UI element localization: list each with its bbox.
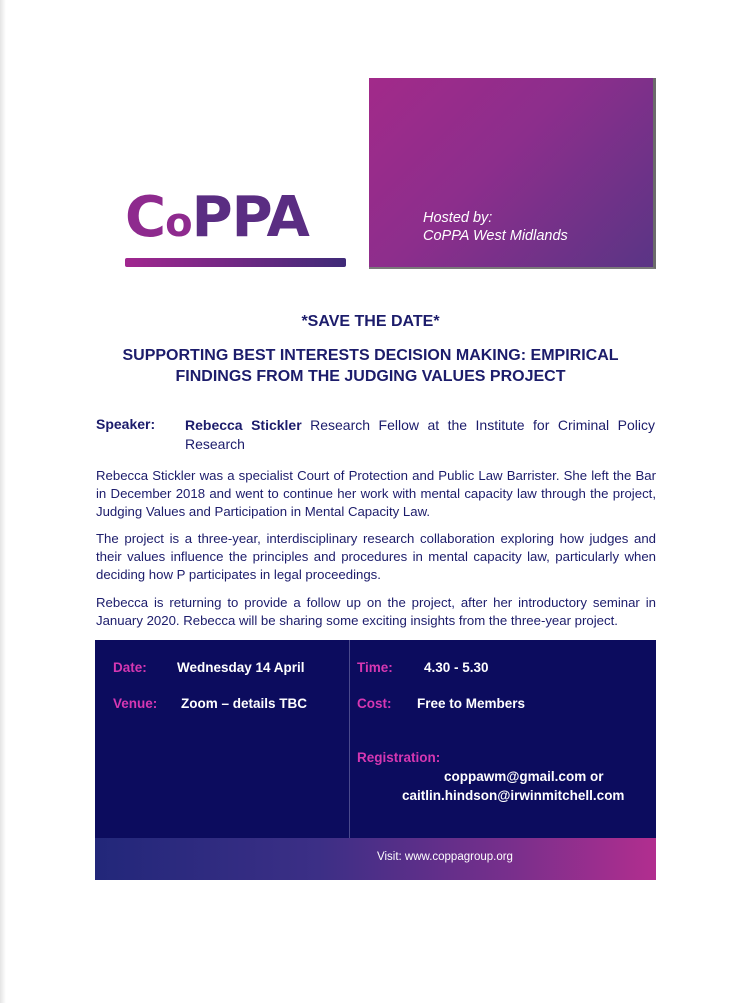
- speaker-info: [185, 416, 655, 454]
- project-paragraph: The project is a three-year, interdisciplinary research collaboration exploring how judges and their values influence the principles and procedures in mental capacity law, particularly when deciding how P participates in legal proceedings.: [96, 531, 656, 582]
- speaker-role: Research Fellow at the Institute for Criminal Policy Research: [185, 417, 655, 452]
- seminar-paragraph: Rebecca is returning to provide a follow up on the project, after her introductory seminar in January 2020. Rebecca will be sharing some exciting insights from the three-year project.: [96, 595, 656, 628]
- event-title-line1: SUPPORTING BEST INTERESTS DECISION MAKING: EMPIRICAL: [122, 347, 619, 364]
- save-the-date-heading: *SAVE THE DATE*: [301, 313, 440, 330]
- speaker-name: Rebecca Stickler: [185, 417, 302, 433]
- time-label: Time:: [357, 660, 393, 675]
- logo-wordmark: CoPPA: [125, 185, 309, 250]
- hosted-by-label: Hosted by:: [423, 210, 493, 226]
- speaker-label: Speaker:: [96, 416, 156, 432]
- host-name: CoPPA West Midlands: [423, 228, 568, 244]
- page-edge-shadow: [0, 0, 6, 1003]
- host-banner: [369, 78, 656, 269]
- registration-email-2[interactable]: caitlin.hindson@irwinmitchell.com: [402, 788, 625, 803]
- cost-label: Cost:: [357, 696, 392, 711]
- venue-value: Zoom – details TBC: [181, 696, 308, 711]
- website-link[interactable]: Visit: www.coppagroup.org: [377, 851, 513, 863]
- time-value: 4.30 - 5.30: [424, 660, 489, 675]
- cost-value: Free to Members: [417, 696, 526, 711]
- date-label: Date:: [113, 660, 147, 675]
- bio-paragraph: Rebecca Stickler was a specialist Court of Protection and Public Law Barrister. She left the Bar in December 2018 and went to continue her work with mental capacity law through the project, Judging Values and Participation in Mental Capacity Law.: [96, 468, 656, 519]
- venue-label: Venue:: [113, 696, 158, 711]
- event-title-line2: FINDINGS FROM THE JUDGING VALUES PROJECT: [175, 368, 566, 385]
- registration-label: Registration:: [357, 750, 441, 765]
- banner-text: [423, 209, 568, 245]
- coppa-logo: [125, 185, 350, 268]
- event-title: [80, 345, 661, 387]
- panel-divider: [349, 640, 350, 838]
- event-details-panel: [95, 640, 656, 838]
- footer-bar: [95, 838, 656, 880]
- date-value: Wednesday 14 April: [177, 660, 305, 675]
- registration-email-1[interactable]: coppawm@gmail.com or: [444, 769, 604, 784]
- logo-underline-bar: [125, 258, 346, 267]
